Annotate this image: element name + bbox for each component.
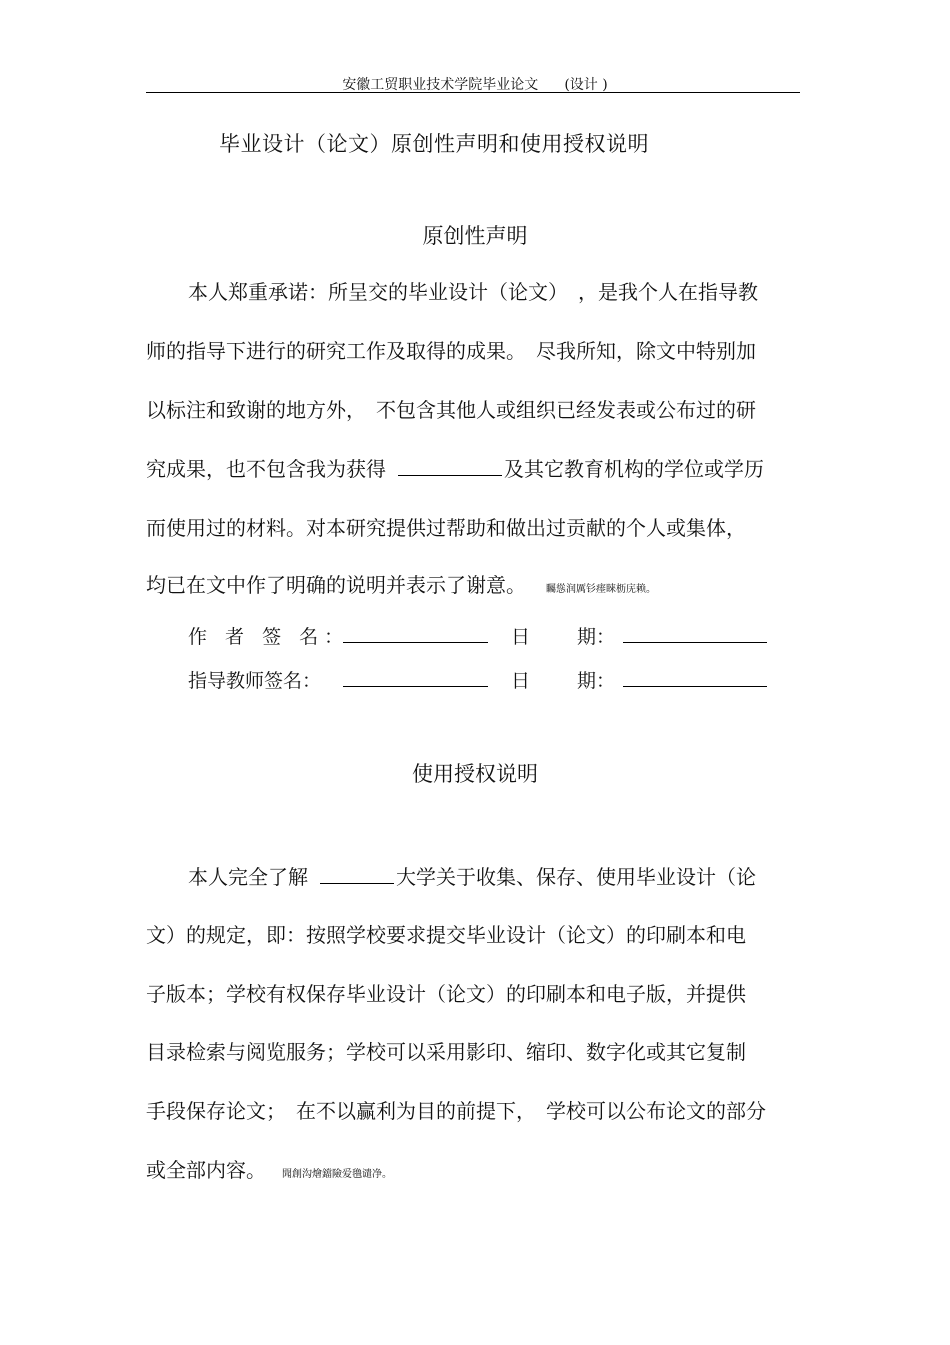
author-date-label-period: 期： — [577, 626, 616, 648]
authorization-line-1-pre: 本人完全了解 — [188, 865, 308, 889]
authorization-heading: 使用授权说明 — [412, 762, 538, 786]
originality-line-4-post: 及其它教育机构的学位或学历 — [504, 457, 764, 481]
advisor-signature-label: 指导教师签名： — [188, 670, 322, 692]
originality-line-4 — [146, 453, 764, 482]
authorization-line-6-text: 或全部内容。 — [146, 1158, 266, 1182]
author-date-line[interactable] — [623, 642, 767, 643]
page-header — [0, 74, 950, 94]
originality-line-6 — [146, 569, 656, 598]
advisor-date-label-period: 期： — [577, 670, 616, 692]
originality-line-3: 以标注和致谢的地方外， 不包含其他人或组织已经发表或公布过的研 — [146, 398, 756, 422]
advisor-date-label-day: 日 — [511, 670, 531, 692]
authorization-garbled-note: 聞創沟燴鐺險爱氇谴净。 — [282, 1169, 392, 1180]
originality-line-5: 而使用过的材料。对本研究提供过帮助和做出过贡献的个人或集体， — [146, 516, 746, 540]
originality-line-4-pre: 究成果，也不包含我为获得 — [146, 457, 386, 481]
document-title: 毕业设计（论文）原创性声明和使用授权说明 — [219, 132, 649, 156]
degree-institution-blank[interactable] — [398, 457, 502, 476]
authorization-line-4: 目录检索与阅览服务；学校可以采用影印、缩印、数字化或其它复制 — [146, 1040, 746, 1064]
author-signature-line[interactable] — [343, 642, 488, 643]
originality-line-2: 师的指导下进行的研究工作及取得的成果。 尽我所知，除文中特别加 — [146, 339, 756, 363]
header-subtitle: (设计 ) — [564, 77, 608, 93]
author-signature-label: 作 者 签 名： — [188, 626, 350, 648]
header-title: 安徽工贸职业技术学院毕业论文 — [342, 77, 539, 93]
author-date-label-day: 日 — [511, 626, 531, 648]
originality-line-6-text: 均已在文中作了明确的说明并表示了谢意。 — [146, 573, 526, 597]
header-rule — [146, 92, 800, 93]
authorization-line-2: 文）的规定，即：按照学校要求提交毕业设计（论文）的印刷本和电 — [146, 923, 746, 947]
authorization-line-5: 手段保存论文； 在不以赢利为目的前提下， 学校可以公布论文的部分 — [146, 1099, 766, 1123]
authorization-line-1 — [188, 861, 756, 890]
authorization-line-6 — [146, 1154, 392, 1183]
advisor-signature-line[interactable] — [343, 686, 488, 687]
originality-heading: 原创性声明 — [422, 224, 528, 248]
authorization-line-1-post: 大学关于收集、保存、使用毕业设计（论 — [396, 865, 756, 889]
originality-garbled-note: 矚慫润厲钐瘗睞枥庑赖。 — [546, 584, 656, 595]
authorization-line-3: 子版本；学校有权保存毕业设计（论文）的印刷本和电子版，并提供 — [146, 982, 746, 1006]
university-name-blank[interactable] — [320, 865, 394, 884]
originality-line-1: 本人郑重承诺：所呈交的毕业设计（论文） ，是我个人在指导教 — [188, 280, 758, 304]
advisor-date-line[interactable] — [623, 686, 767, 687]
